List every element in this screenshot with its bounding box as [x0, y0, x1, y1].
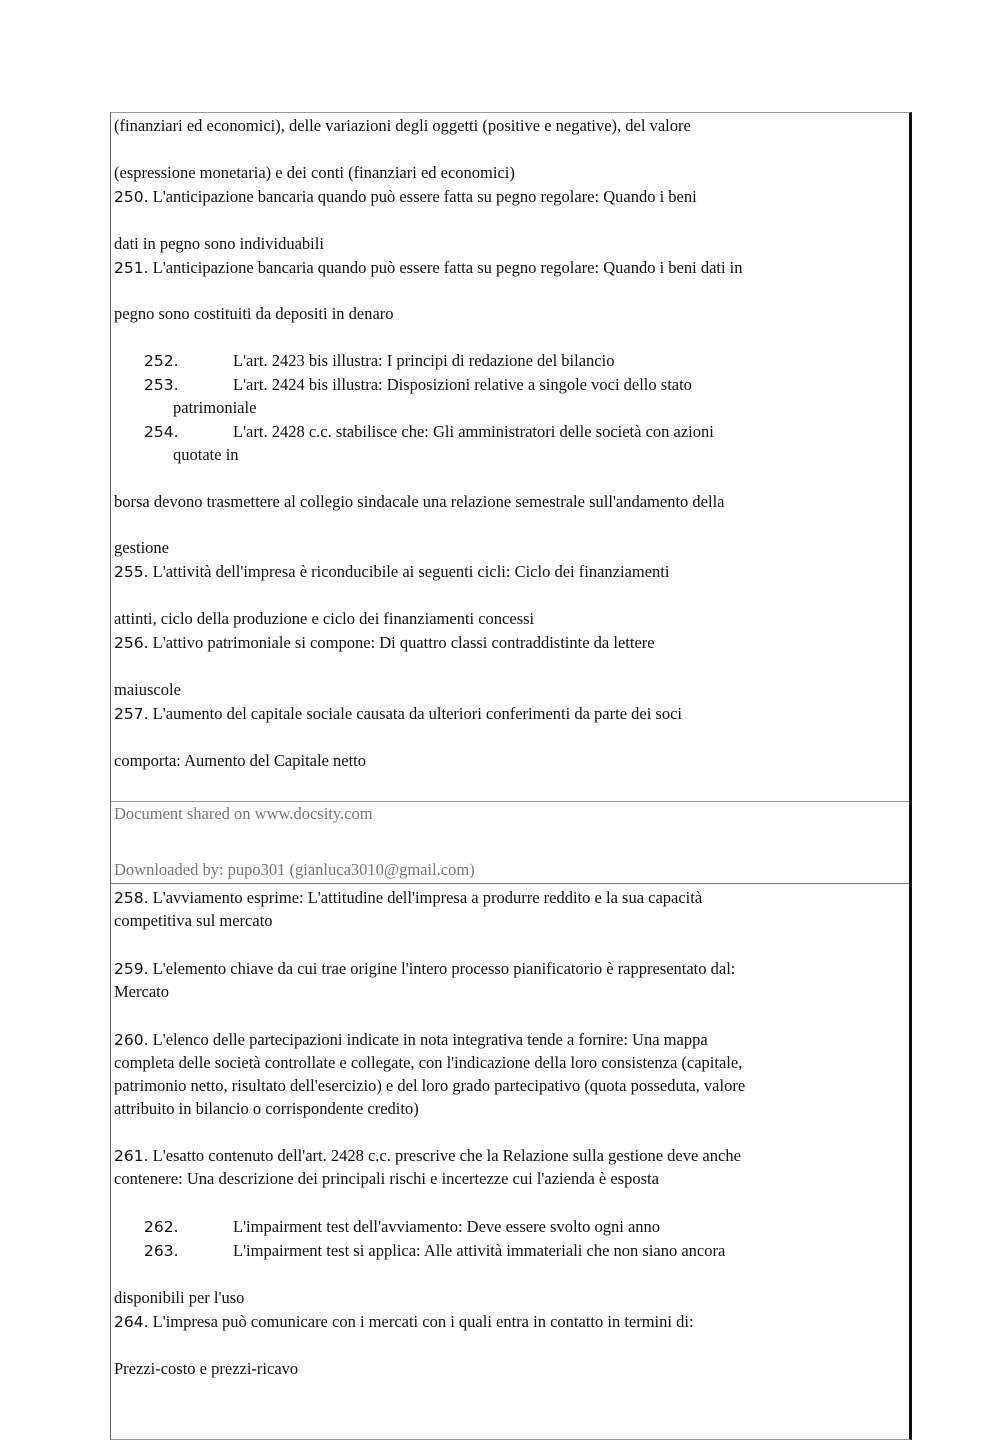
text-line: contenere: Una descrizione dei principali rischi e incertezze cui l'azienda è esposta: [114, 1169, 659, 1188]
question-number: 254.: [144, 423, 179, 441]
text-line: maiuscole: [114, 680, 181, 699]
question-264: [114, 1311, 694, 1333]
text-line: Mercato: [114, 982, 169, 1001]
shared-notice: Document shared on www.docsity.com: [114, 804, 373, 823]
question-258: [114, 887, 702, 909]
text-line: attinti, ciclo della produzione e ciclo dei finanziamenti concessi: [114, 609, 535, 628]
text-line: Prezzi-costo e prezzi-ricavo: [114, 1359, 299, 1378]
question-text: L'impresa può comunicare con i mercati con i quali entra in contatto in termini di:: [152, 1312, 694, 1331]
question-number: 257.: [114, 705, 149, 723]
text-line: attribuito in bilancio o corrispondente credito): [114, 1099, 419, 1118]
question-text: L'art. 2428 c.c. stabilisce che: Gli amministratori delle società con azioni: [233, 422, 714, 441]
question-text: L'elemento chiave da cui trae origine l'intero processo pianificatorio è rappresentato dal:: [152, 959, 736, 978]
text-line: completa delle società controllate e collegate, con l'indicazione della loro consistenza (capitale,: [114, 1053, 743, 1072]
question-text: L'esatto contenuto dell'art. 2428 c.c. prescrive che la Relazione sulla gestione deve anche: [152, 1146, 741, 1165]
question-number: 255.: [114, 563, 149, 581]
question-text: L'aumento del capitale sociale causata da ulteriori conferimenti da parte dei soci: [152, 704, 683, 723]
question-250: [114, 186, 697, 208]
text-line: (finanziari ed economici), delle variazioni degli oggetti (positive e negative), del valore: [114, 116, 691, 135]
text-line: patrimonio netto, risultato dell'esercizio) e del loro grado partecipativo (quota posseduta, valore: [114, 1076, 746, 1095]
question-number: 252.: [144, 352, 179, 370]
question-number: 263.: [144, 1242, 179, 1260]
question-259: [114, 958, 735, 980]
question-text: L'anticipazione bancaria quando può essere fatta su pegno regolare: Quando i beni dati in: [152, 258, 743, 277]
question-number: 260.: [114, 1031, 149, 1049]
question-text: L'art. 2423 bis illustra: I principi di redazione del bilancio: [233, 351, 615, 370]
question-number: 251.: [114, 259, 149, 277]
question-256: [114, 632, 655, 654]
question-number: 262.: [144, 1218, 179, 1236]
downloaded-by-notice: Downloaded by: pupo301 (gianluca3010@gmail.com): [114, 860, 475, 879]
question-number: 264.: [114, 1313, 149, 1331]
text-line: gestione: [114, 538, 169, 557]
question-257: [114, 703, 682, 725]
question-number: 261.: [114, 1147, 149, 1165]
question-text: L'attività dell'impresa è riconducibile ai seguenti cicli: Ciclo dei finanziamenti: [152, 562, 670, 581]
download-footer: [111, 801, 909, 884]
question-text: L'impairment test si applica: Alle attività immateriali che non siano ancora: [233, 1241, 726, 1260]
text-line: pegno sono costituiti da depositi in denaro: [114, 304, 394, 323]
question-251: [114, 257, 743, 279]
question-text: L'attivo patrimoniale si compone: Di quattro classi contraddistinte da lettere: [152, 633, 655, 652]
text-line: borsa devono trasmettere al collegio sindacale una relazione semestrale sull'andamento della: [114, 492, 725, 511]
question-number: 258.: [114, 889, 149, 907]
question-text: L'impairment test dell'avviamento: Deve essere svolto ogni anno: [233, 1217, 661, 1236]
text-line: (espressione monetaria) e dei conti (finanziari ed economici): [114, 163, 515, 182]
text-line: patrimoniale: [173, 398, 257, 417]
text-line: disponibili per l'uso: [114, 1288, 245, 1307]
content-section-lower: [111, 883, 909, 1439]
question-text: L'avviamento esprime: L'attitudine dell'impresa a produrre reddito e la sua capacità: [152, 888, 703, 907]
text-line: competitiva sul mercato: [114, 911, 273, 930]
page-frame: [110, 112, 912, 1440]
text-line: dati in pegno sono individuabili: [114, 234, 324, 253]
question-number: 253.: [144, 376, 179, 394]
question-number: 259.: [114, 960, 149, 978]
question-number: 256.: [114, 634, 149, 652]
question-number: 250.: [114, 188, 149, 206]
text-line: quotate in: [173, 445, 239, 464]
question-261: [114, 1145, 741, 1167]
content-section-upper: [111, 113, 909, 801]
question-text: L'elenco delle partecipazioni indicate in nota integrativa tende a fornire: Una mappa: [152, 1030, 708, 1049]
question-text: L'art. 2424 bis illustra: Disposizioni relative a singole voci dello stato: [233, 375, 692, 394]
question-260: [114, 1029, 708, 1051]
text-line: comporta: Aumento del Capitale netto: [114, 751, 367, 770]
question-255: [114, 561, 669, 583]
question-text: L'anticipazione bancaria quando può essere fatta su pegno regolare: Quando i beni: [152, 187, 697, 206]
